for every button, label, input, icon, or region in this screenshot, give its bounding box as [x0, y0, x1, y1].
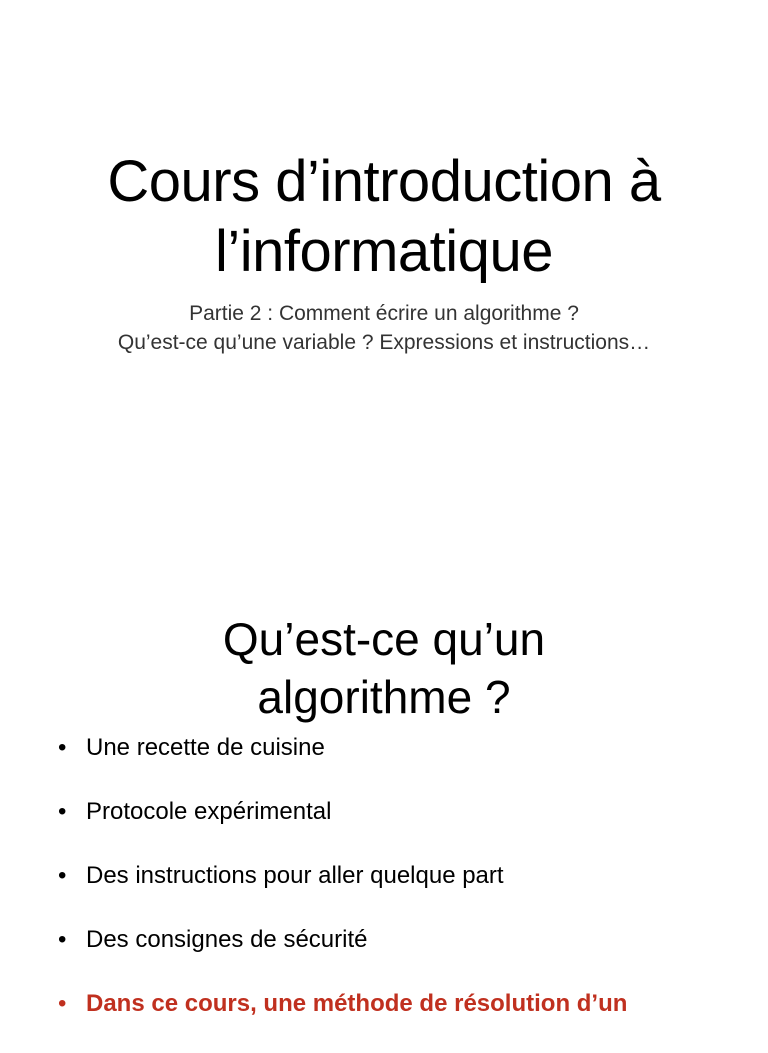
bullet-text: Protocole expérimental	[86, 798, 332, 825]
bullet-item-protocol	[0, 797, 768, 861]
bullet-icon: •	[58, 990, 67, 1017]
bullet-text: Des instructions pour aller quelque part	[86, 862, 504, 889]
bullet-item-directions	[0, 861, 768, 925]
subtitle	[0, 299, 768, 357]
subtitle-line-2: Qu’est-ce qu’une variable ? Expressions et instructions…	[117, 331, 651, 354]
bullet-icon: •	[58, 798, 67, 825]
main-title	[0, 147, 768, 287]
subtitle-line-1: Partie 2 : Comment écrire un algorithme ?	[189, 302, 579, 325]
slide2-title-line-1: Qu’est-ce qu’un	[222, 613, 546, 665]
bullet-list	[0, 733, 768, 1053]
bullet-item-recipe	[0, 733, 768, 797]
bullet-text: Dans ce cours, une méthode de résolution d’un	[86, 990, 628, 1017]
slide2-title	[0, 610, 768, 726]
bullet-icon: •	[58, 926, 67, 953]
slide2-title-line-2: algorithme ?	[257, 671, 511, 723]
bullet-icon: •	[58, 734, 67, 761]
bullet-item-course-definition	[0, 989, 768, 1053]
bullet-text: Des consignes de sécurité	[86, 926, 368, 953]
main-title-line-1: Cours d’introduction à	[107, 149, 661, 214]
bullet-text: Une recette de cuisine	[86, 734, 325, 761]
bullet-icon: •	[58, 862, 67, 889]
bullet-item-safety	[0, 925, 768, 989]
main-title-line-2: l’informatique	[215, 219, 553, 284]
slide-algorithm	[0, 576, 768, 1024]
